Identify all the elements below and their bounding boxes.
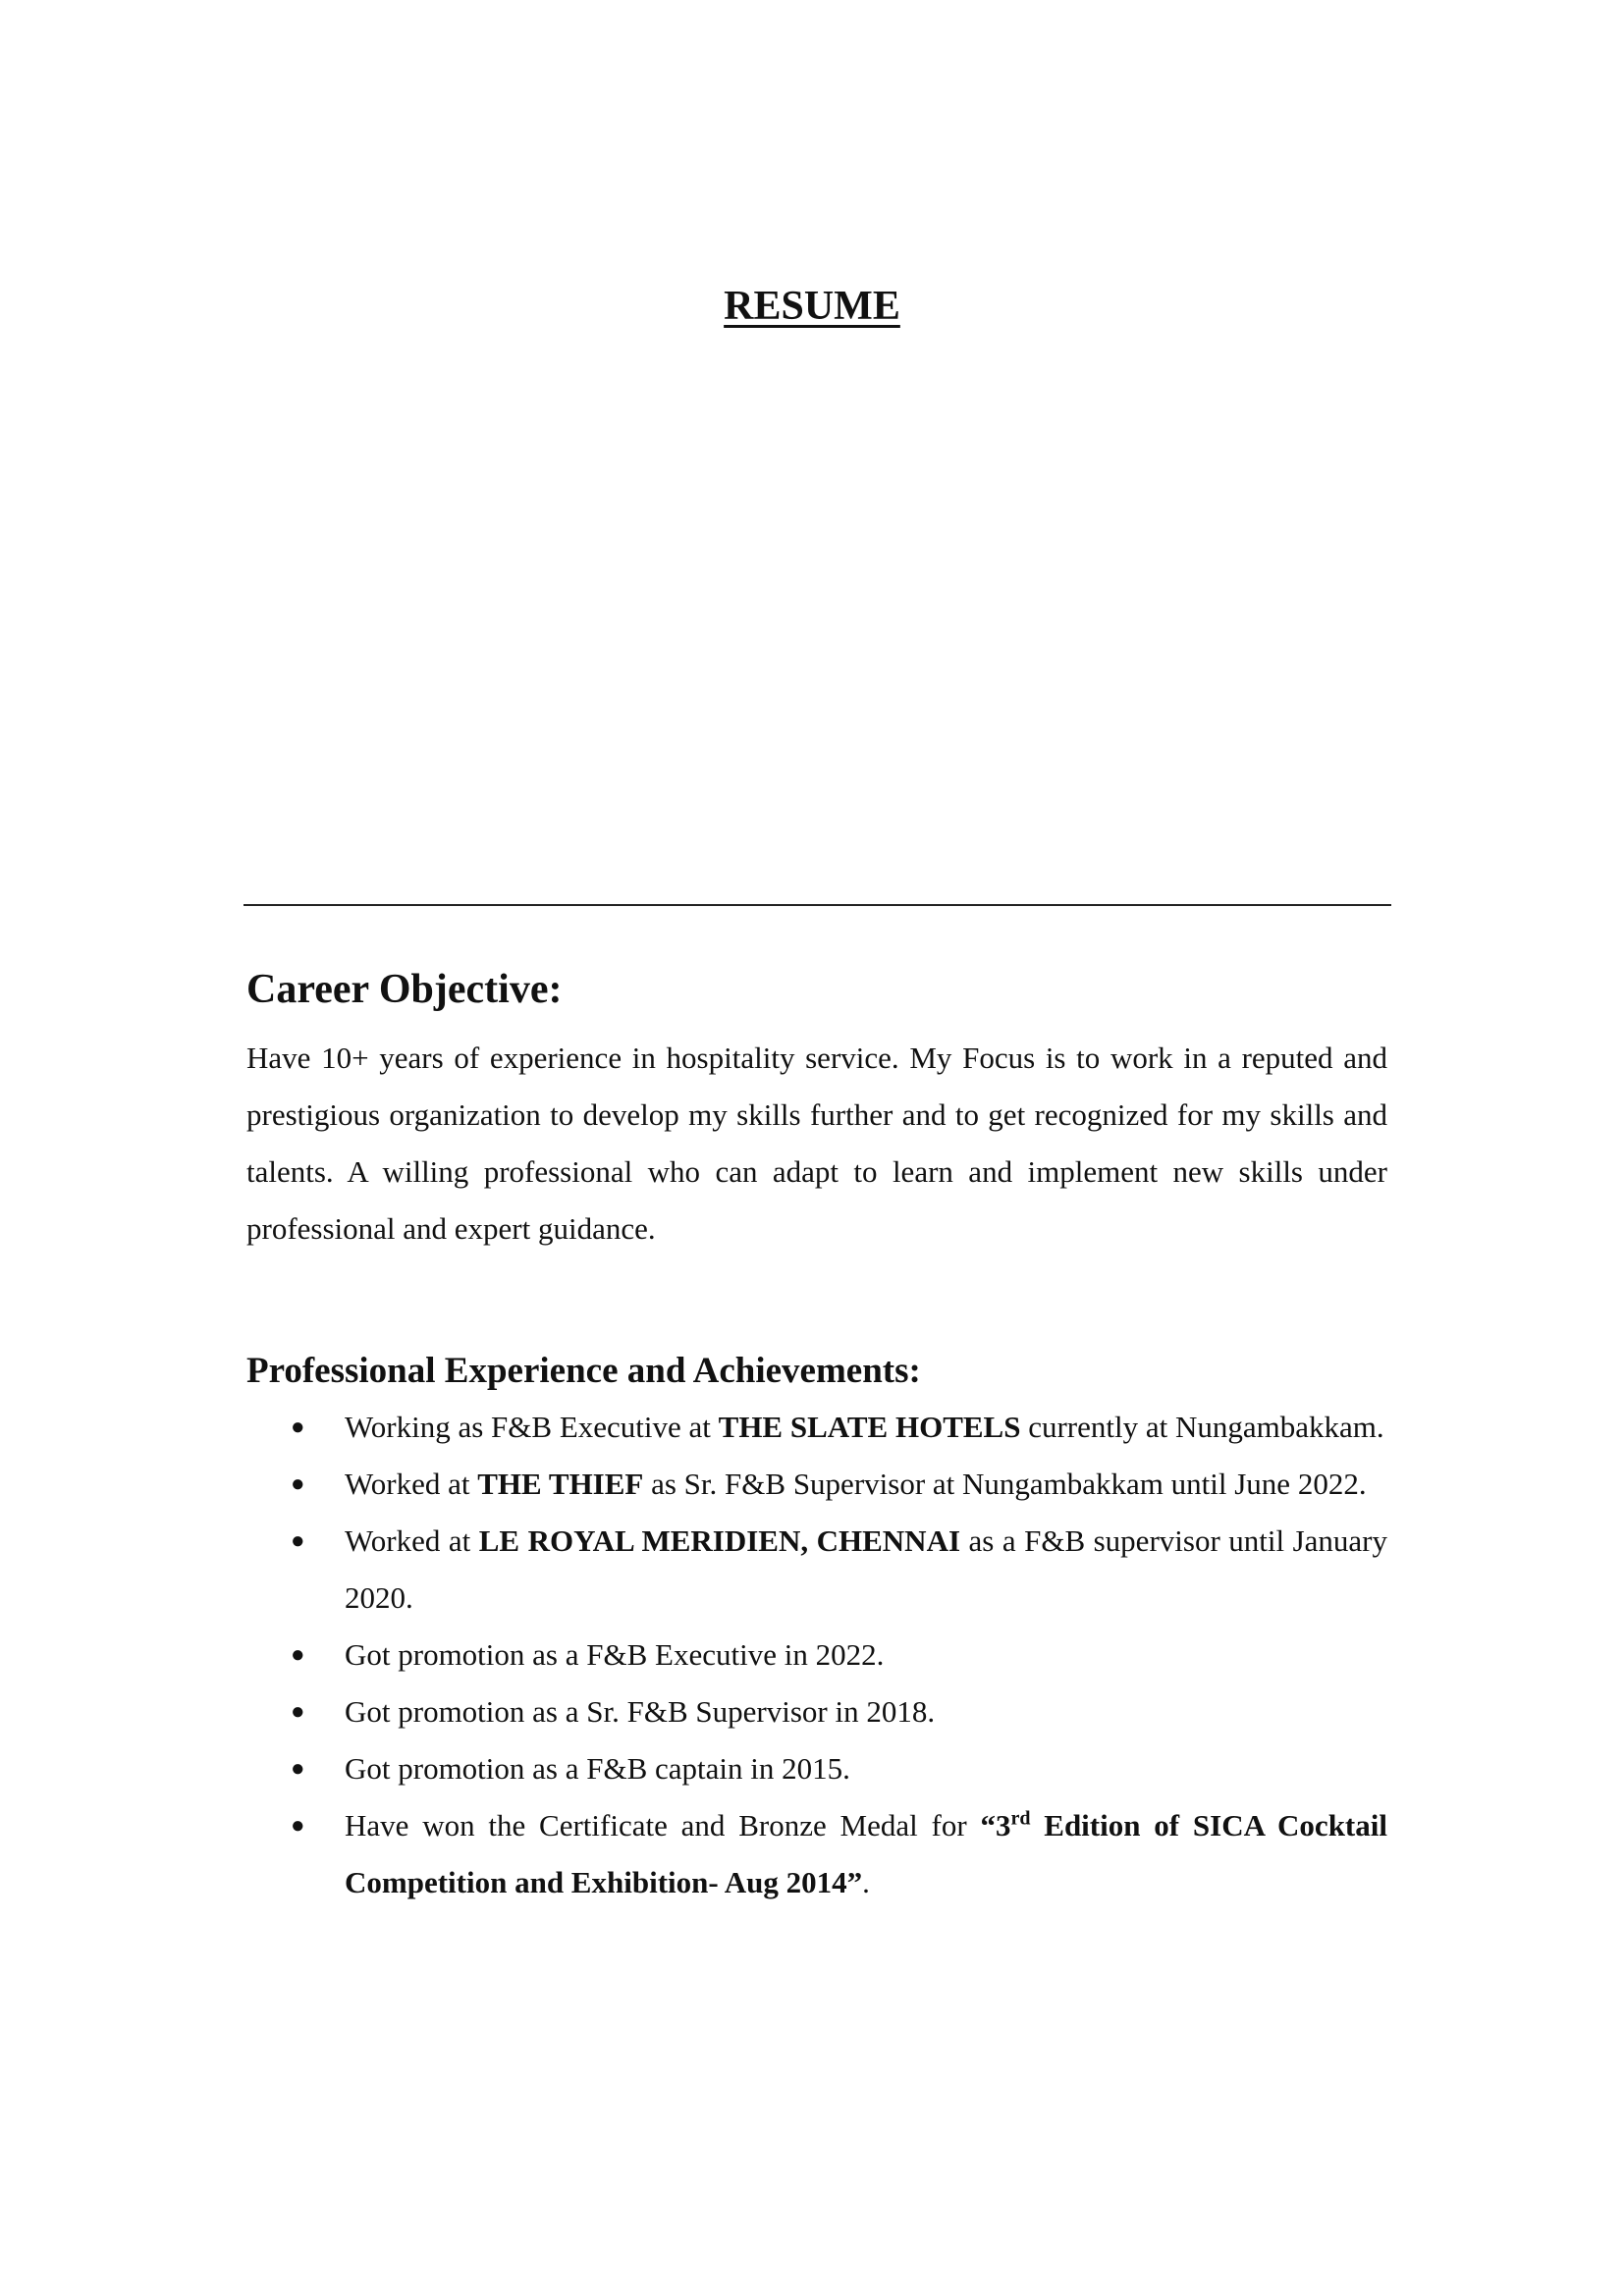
item-text: Got promotion as a F&B Executive in 2022. [345, 1637, 885, 1672]
item-text: . [862, 1865, 870, 1899]
bullet-icon: ● [291, 1415, 305, 1440]
bullet-icon: ● [291, 1528, 305, 1554]
item-text: Got promotion as a Sr. F&B Supervisor in 2018. [345, 1694, 936, 1729]
list-item [291, 1513, 1388, 1627]
list-item [291, 1456, 1387, 1513]
page-title-text: RESUME [724, 284, 900, 329]
bullet-icon: ● [291, 1813, 305, 1839]
list-item [291, 1740, 1387, 1797]
page-title [0, 283, 1624, 330]
item-text: Worked at [345, 1523, 479, 1558]
list-item [291, 1399, 1387, 1456]
career-objective-text: Have 10+ years of experience in hospitality service. My Focus is to work in a reputed and prestigious organization to develop my skills further and to get recognized for my skills and talents. A willing professional who can adapt to learn and implement new skills under professional and expert guidance. [246, 1041, 1387, 1246]
resume-content [246, 962, 1387, 1911]
award-title-end: Edition of SICA Cocktail Competition and Exhibition- Aug 2014” [345, 1808, 1387, 1899]
company-name: THE THIEF [477, 1467, 644, 1501]
list-item [291, 1797, 1387, 1911]
company-name: THE SLATE HOTELS [718, 1410, 1021, 1444]
item-text: Worked at [345, 1467, 478, 1501]
experience-list [246, 1399, 1387, 1911]
item-text: Working as F&B Executive at [345, 1410, 719, 1444]
item-text: currently at Nungambakkam. [1020, 1410, 1384, 1444]
bullet-icon: ● [291, 1471, 305, 1497]
bullet-icon: ● [291, 1699, 305, 1725]
career-objective-heading: Career Objective: [246, 967, 563, 1012]
item-text: as Sr. F&B Supervisor at Nungambakkam until June 2022. [643, 1467, 1367, 1501]
ordinal-suffix: rd [1010, 1807, 1031, 1830]
item-text: Have won the Certificate and Bronze Medal for [345, 1808, 981, 1842]
item-text: as a F&B supervisor until January 2020. [345, 1523, 1388, 1615]
item-text: Got promotion as a F&B captain in 2015. [345, 1751, 850, 1786]
award-title-start: “3 [980, 1808, 1011, 1842]
bullet-icon: ● [291, 1756, 305, 1782]
bullet-icon: ● [291, 1642, 305, 1668]
horizontal-rule [244, 904, 1391, 906]
experience-heading: Professional Experience and Achievements: [246, 1351, 921, 1391]
list-item [291, 1627, 1387, 1683]
list-item [291, 1683, 1387, 1740]
company-name: LE ROYAL MERIDIEN, CHENNAI [478, 1523, 961, 1558]
